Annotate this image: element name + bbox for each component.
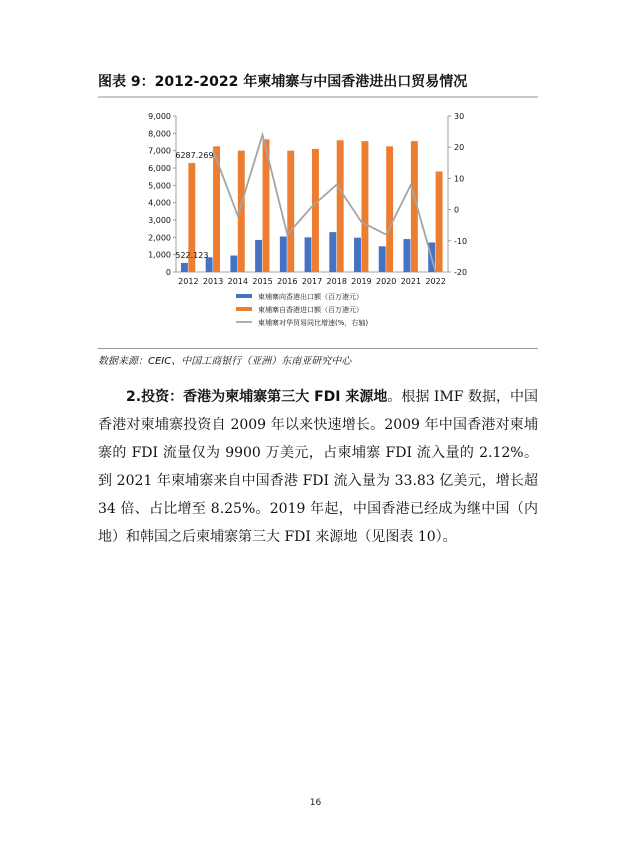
x-tick-label: 2021 — [400, 277, 422, 286]
left-tick-label: 4,000 — [148, 198, 171, 208]
x-tick-label: 2013 — [202, 277, 224, 286]
paragraph-text: 。根据 IMF 数据，中国香港对柬埔寨投资自 2009 年以来快速增长。2009 年中国香港对柬埔寨的 FDI 流量仅为 9900 万美元，占柬埔寨 FDI 流入量的 2.12%。到 2021 年柬埔寨来自中国香港 FDI 流入量为 33.83 亿美元，增长超 34 倍、占比增至 8.25%。2019 年起，中国香港已经成为继中国（内地）和韩国之后柬埔寨第三大 FDI 来源地（见图表 10）。 — [98, 389, 539, 545]
right-tick-label: 0 — [454, 205, 460, 215]
export-bar — [329, 232, 336, 272]
legend-swatch — [236, 307, 252, 311]
export-bar — [280, 236, 287, 272]
x-tick-label: 2014 — [227, 277, 248, 286]
data-label: 522.123 — [175, 250, 209, 260]
import-bar — [386, 146, 393, 272]
export-bar — [181, 263, 188, 272]
legend-swatch — [236, 294, 252, 298]
left-tick-label: 1,000 — [148, 250, 171, 260]
left-tick-label: 0 — [165, 268, 171, 277]
export-bar — [403, 239, 410, 272]
figure-title: 图表 9：2012-2022 年柬埔寨与中国香港进出口贸易情况 — [98, 72, 538, 98]
left-tick-label: 3,000 — [148, 216, 171, 225]
export-bar — [305, 237, 312, 272]
import-bar — [337, 140, 344, 272]
left-tick-label: 2,000 — [148, 233, 171, 243]
legend-label: 柬埔寨向香港出口额（百万港元） — [258, 293, 363, 301]
x-tick-label: 2015 — [252, 277, 273, 286]
legend-label: 柬埔寨对华贸易同比增速(%，右轴) — [258, 319, 369, 327]
data-label: 6287.269 — [175, 151, 214, 161]
import-bar — [287, 151, 294, 272]
import-bar — [312, 149, 319, 272]
x-tick-label: 2022 — [425, 277, 446, 286]
import-bar — [361, 141, 368, 272]
right-tick-label: -10 — [454, 236, 468, 246]
export-bar — [230, 256, 237, 272]
x-tick-label: 2020 — [376, 277, 397, 286]
x-tick-label: 2019 — [351, 277, 372, 286]
left-tick-label: 5,000 — [148, 181, 171, 191]
section-lead: 2.投资：香港为柬埔寨第三大 FDI 来源地 — [126, 389, 388, 405]
left-tick-label: 7,000 — [148, 146, 171, 156]
x-tick-label: 2012 — [178, 277, 199, 286]
page-number: 16 — [309, 798, 322, 808]
growth-line — [213, 135, 436, 272]
legend-label: 柬埔寨自香港进口额（百万港元） — [258, 306, 363, 314]
import-bar — [436, 171, 443, 272]
export-bar — [379, 246, 386, 272]
trade-chart — [118, 102, 478, 346]
export-bar — [255, 240, 262, 272]
left-tick-label: 6,000 — [148, 164, 171, 173]
right-tick-label: 30 — [454, 112, 465, 121]
x-tick-label: 2016 — [277, 277, 298, 286]
data-source: 数据来源：CEIC、中国工商银行（亚洲）东南亚研究中心 — [98, 348, 538, 367]
export-bar — [354, 238, 361, 272]
x-tick-label: 2018 — [326, 277, 347, 286]
right-tick-label: 10 — [454, 174, 465, 184]
right-tick-label: 20 — [454, 143, 465, 153]
left-tick-label: 8,000 — [148, 129, 171, 139]
body-paragraph — [98, 383, 538, 551]
right-tick-label: -20 — [454, 268, 468, 277]
left-tick-label: 9,000 — [148, 112, 171, 121]
x-tick-label: 2017 — [301, 277, 323, 286]
